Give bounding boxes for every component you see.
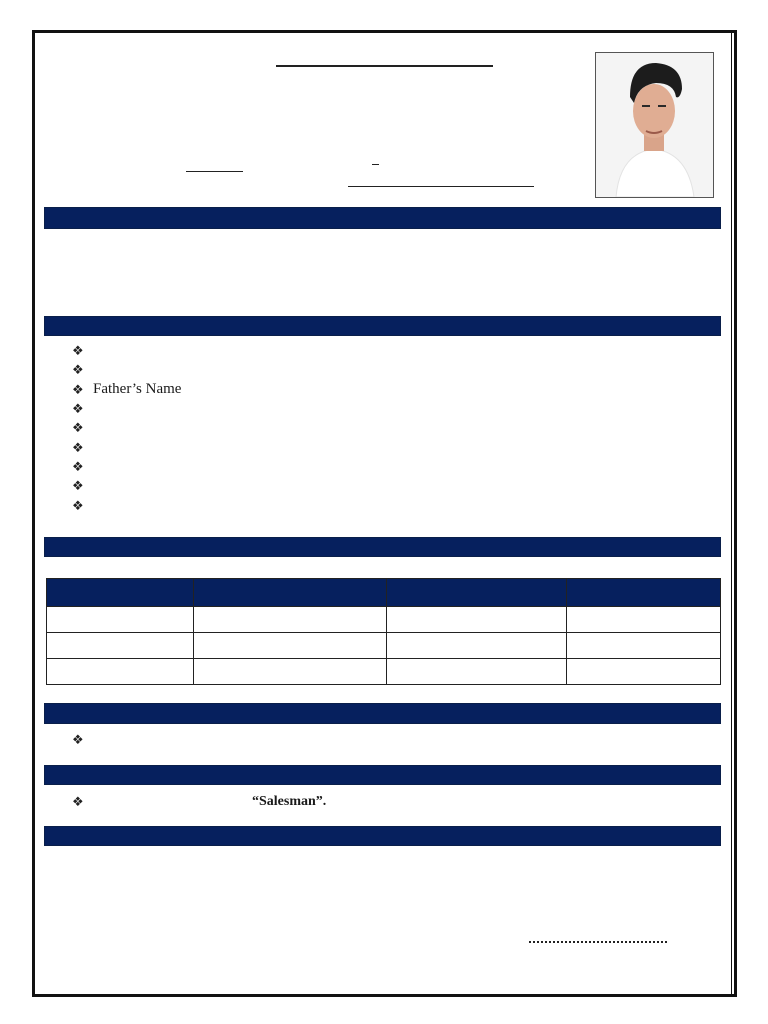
- list-item: [72, 399, 181, 418]
- section-bar-skills: [44, 703, 721, 724]
- education-table: [46, 578, 721, 685]
- table-row: [47, 659, 721, 685]
- bullet-diamond-icon: ❖: [72, 439, 84, 455]
- bullet-diamond-icon: ❖: [72, 381, 84, 397]
- table-cell: [47, 633, 194, 659]
- skills-list: [72, 730, 86, 749]
- bullet-diamond-icon: ❖: [72, 497, 84, 513]
- table-header-cell: [567, 579, 721, 607]
- fathers-name-label: Father’s Name: [93, 380, 182, 397]
- section-bar-objective: [44, 207, 721, 229]
- table-header-cell: [387, 579, 567, 607]
- bullet-diamond-icon: ❖: [72, 732, 84, 748]
- table-cell: [387, 659, 567, 685]
- section-bar-education: [44, 537, 721, 557]
- person-photo-icon: [596, 53, 713, 197]
- section-bar-experience: [44, 765, 721, 785]
- bullet-diamond-icon: ❖: [72, 478, 84, 494]
- list-item: [72, 476, 181, 495]
- contact-underline-long: [348, 186, 534, 187]
- bullet-diamond-icon: ❖: [72, 458, 84, 474]
- table-cell: [194, 659, 387, 685]
- list-item: [72, 792, 86, 811]
- table-header-cell: [194, 579, 387, 607]
- experience-list: [72, 792, 86, 811]
- signature-line: [529, 941, 667, 943]
- experience-job-title: “Salesman”.: [252, 794, 327, 809]
- bullet-diamond-icon: ❖: [72, 420, 84, 436]
- table-cell: [47, 607, 194, 633]
- table-cell: [567, 607, 721, 633]
- table-row: [47, 607, 721, 633]
- list-item: [72, 730, 86, 749]
- contact-dash: [372, 164, 379, 165]
- bullet-diamond-icon: ❖: [72, 343, 84, 359]
- profile-photo: [595, 52, 714, 198]
- table-cell: [567, 633, 721, 659]
- table-cell: [194, 633, 387, 659]
- list-item: [72, 380, 181, 399]
- table-cell: [387, 607, 567, 633]
- bullet-diamond-icon: ❖: [72, 401, 84, 417]
- table-cell: [47, 659, 194, 685]
- list-item: [72, 495, 181, 514]
- list-item: [72, 341, 181, 360]
- personal-details-list: [72, 341, 181, 515]
- name-underline: [276, 65, 493, 67]
- bullet-diamond-icon: ❖: [72, 794, 84, 810]
- table-header-row: [47, 579, 721, 607]
- list-item: [72, 360, 181, 379]
- section-bar-declaration: [44, 826, 721, 846]
- contact-underline-short: [186, 171, 243, 172]
- table-row: [47, 633, 721, 659]
- table-cell: [194, 607, 387, 633]
- list-item: [72, 418, 181, 437]
- table-header-cell: [47, 579, 194, 607]
- list-item: [72, 457, 181, 476]
- table-cell: [567, 659, 721, 685]
- section-bar-personal-details: [44, 316, 721, 336]
- table-cell: [387, 633, 567, 659]
- bullet-diamond-icon: ❖: [72, 362, 84, 378]
- list-item: [72, 437, 181, 456]
